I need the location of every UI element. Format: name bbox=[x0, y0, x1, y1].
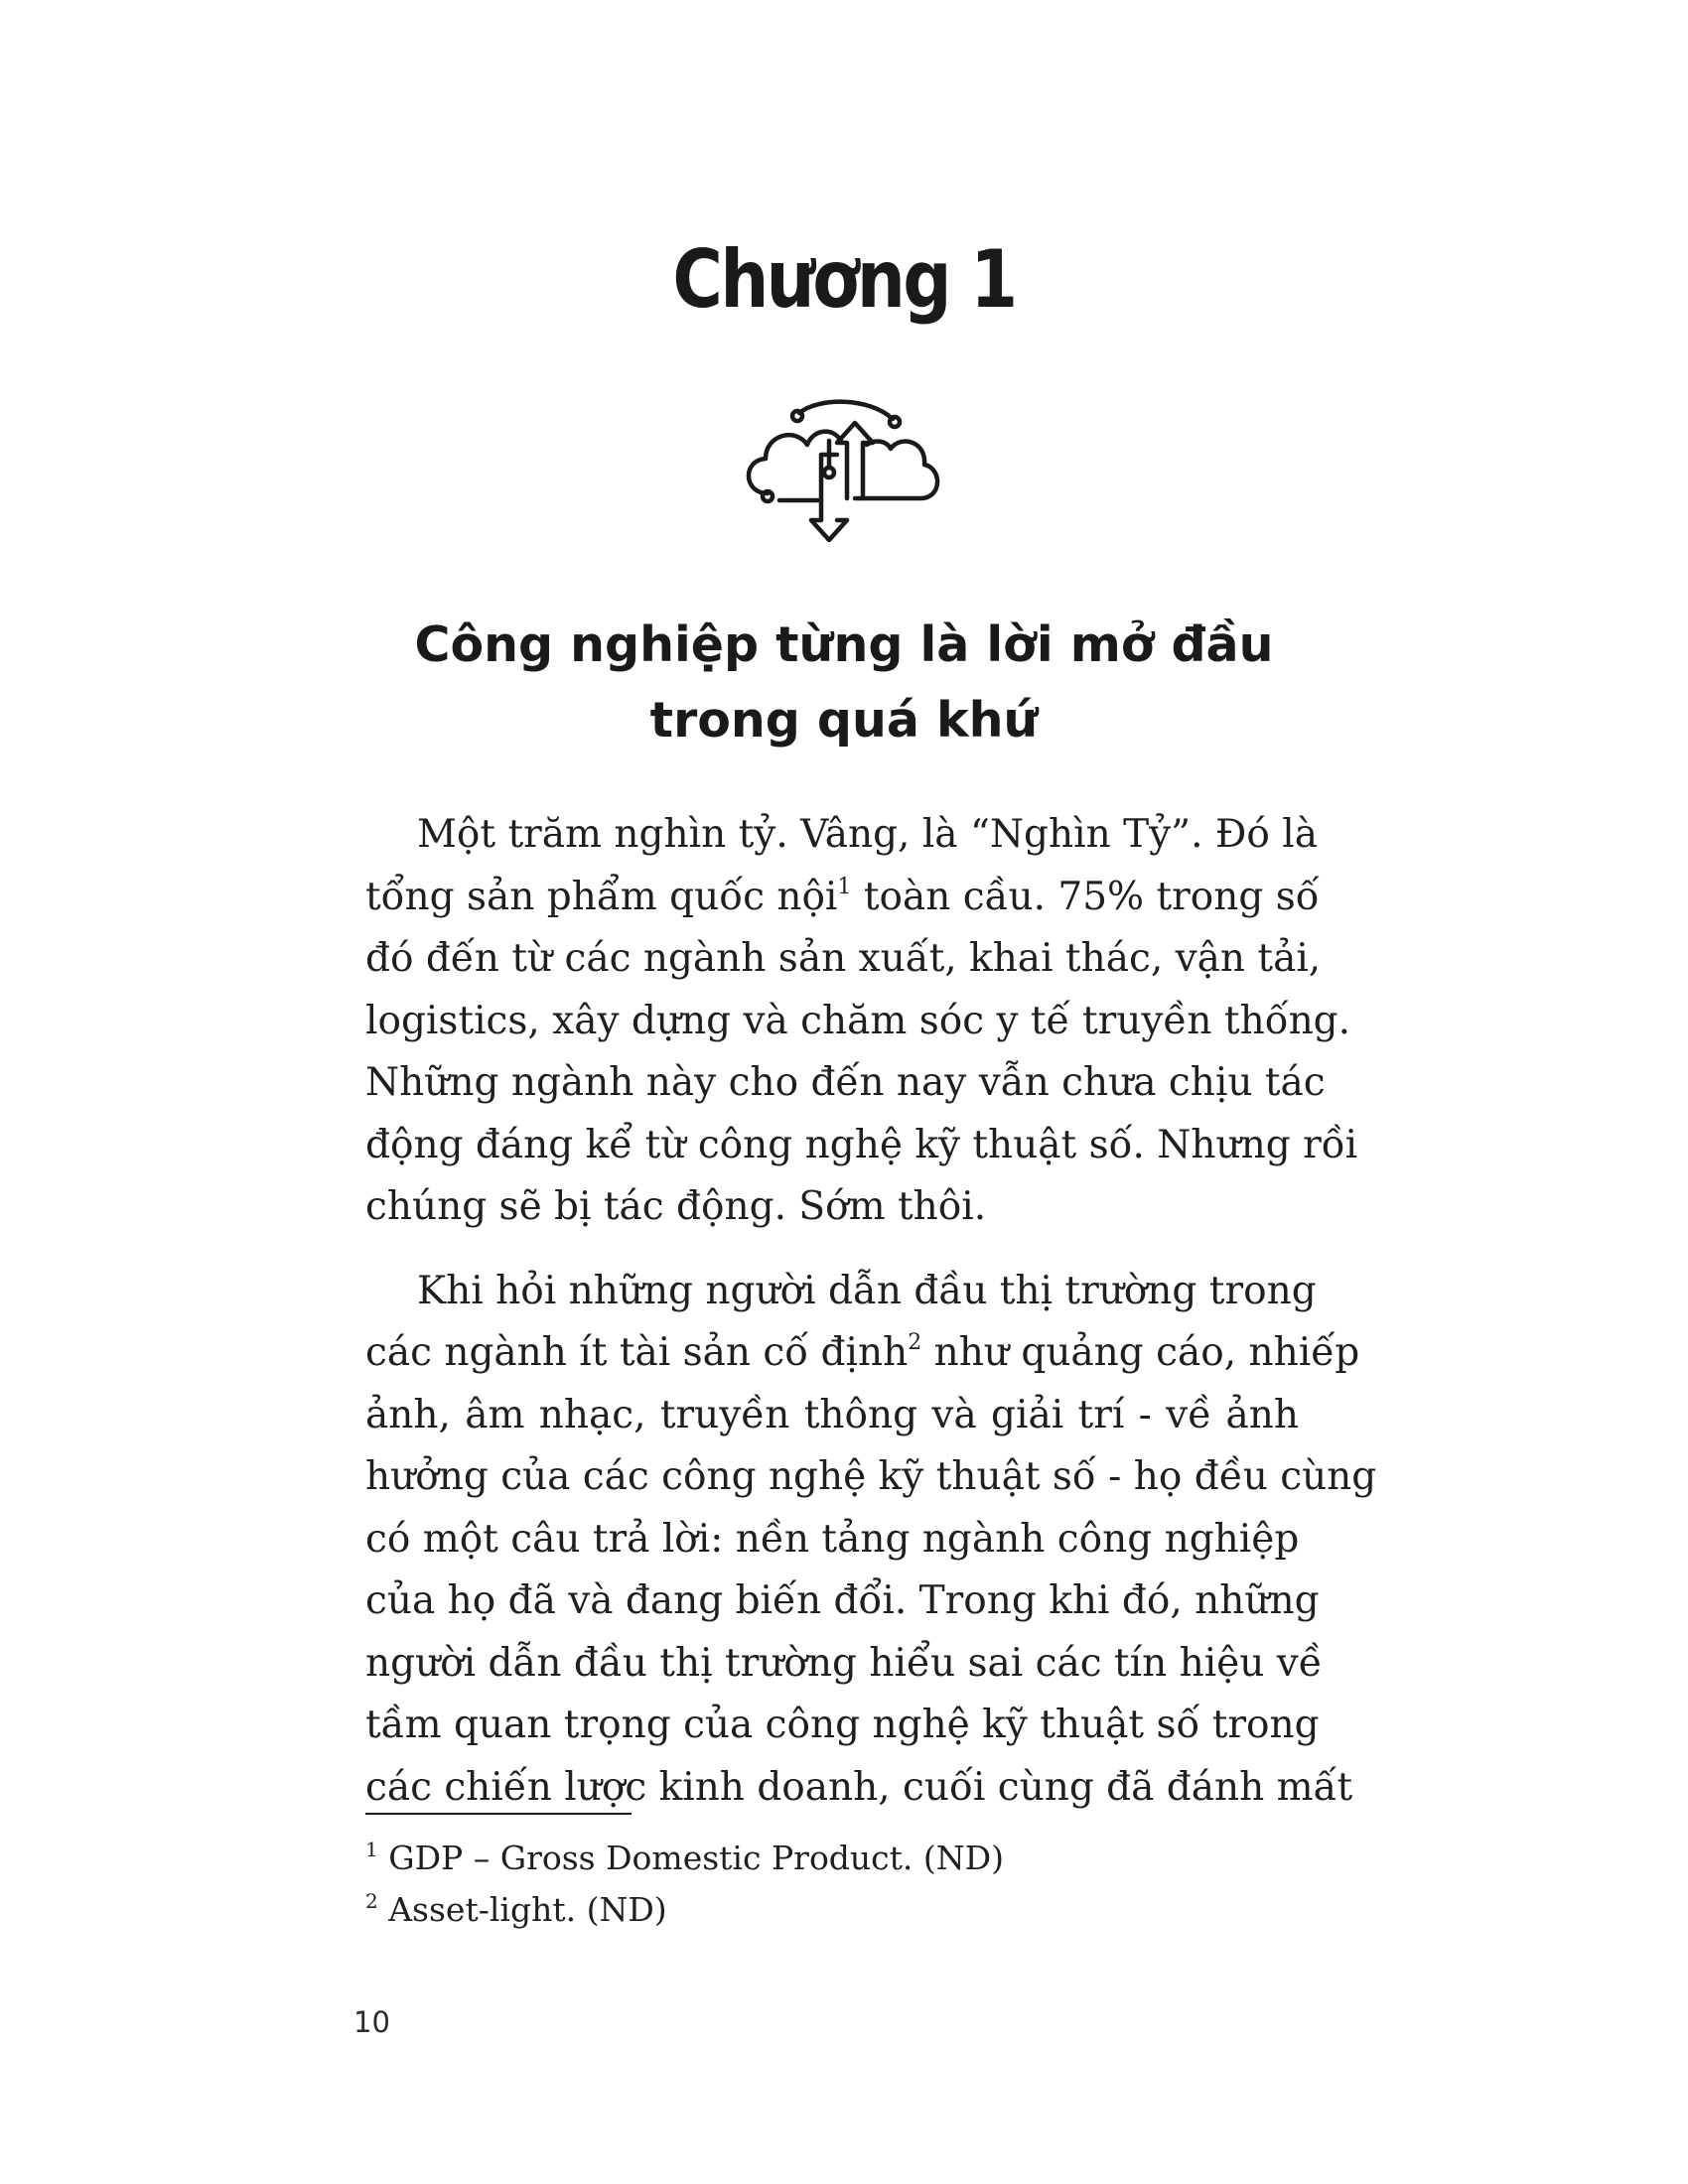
text-line: các ngành ít tài sản cố định$^2$ như quảng cáo, nhiếp bbox=[365, 1330, 1360, 1375]
text-line: đó đến từ các ngành sản xuất, khai thác, vận tải, bbox=[365, 936, 1322, 981]
text-line: người dẫn đầu thị trường hiểu sai các tín hiệu về bbox=[365, 1640, 1323, 1686]
text-line: tổng sản phẩm quốc nội$^1$ toàn cầu. 75% trong số bbox=[365, 874, 1320, 919]
text-line: Những ngành này cho đến nay vẫn chưa chịu tác bbox=[365, 1060, 1326, 1105]
text-line: Một trăm nghìn tỷ. Vâng, là “Nghìn Tỷ”. Đó là bbox=[417, 812, 1318, 857]
text-line: các chiến lược kinh doanh, cuối cùng đã đánh mất bbox=[365, 1764, 1353, 1810]
section-title-line-2: trong quá khứ bbox=[649, 692, 1039, 749]
footnote-divider bbox=[365, 1813, 632, 1815]
footnote-text: Asset-light. (ND) bbox=[377, 1890, 667, 1929]
text-line: ảnh, âm nhạc, truyền thông và giải trí - về ảnh bbox=[365, 1392, 1299, 1437]
paragraph bbox=[365, 1261, 1377, 1820]
page-number: 10 bbox=[353, 2005, 390, 2039]
text-line: Khi hỏi những người dẫn đầu thị trường trong bbox=[417, 1268, 1317, 1313]
text-line: có một câu trả lời: nền tảng ngành công nghiệp bbox=[365, 1516, 1300, 1562]
footnote-item bbox=[365, 1833, 1299, 1884]
footnote-ref: 1 bbox=[837, 874, 852, 899]
section-title bbox=[0, 608, 1688, 758]
section-title-line-1: Công nghiệp từng là lời mở đầu bbox=[414, 616, 1274, 673]
text-line: của họ đã và đang biến đổi. Trong khi đó, những bbox=[365, 1578, 1320, 1623]
footnote-mark: 2 bbox=[365, 1889, 378, 1913]
footnotes bbox=[365, 1833, 1299, 1936]
paragraph bbox=[365, 804, 1358, 1239]
footnote-text: GDP – Gross Domestic Product. (ND) bbox=[377, 1839, 1004, 1877]
text-line: chúng sẽ bị tác động. Sớm thôi. bbox=[365, 1184, 987, 1229]
text-line: động đáng kể từ công nghệ kỹ thuật số. Nhưng rồi bbox=[365, 1122, 1358, 1167]
footnote-ref: 2 bbox=[908, 1330, 922, 1355]
text-line: logistics, xây dựng và chăm sóc y tế truyền thống. bbox=[365, 998, 1351, 1043]
cloud-transfer-icon bbox=[730, 389, 948, 558]
footnote-mark: 1 bbox=[365, 1838, 378, 1861]
chapter-title: Chương 1 bbox=[672, 233, 1016, 326]
body-text bbox=[365, 804, 1377, 1841]
text-line: hưởng của các công nghệ kỹ thuật số - họ đều cùng bbox=[365, 1454, 1377, 1499]
footnote-item bbox=[365, 1884, 1299, 1936]
text-line: tầm quan trọng của công nghệ kỹ thuật số trong bbox=[365, 1703, 1320, 1747]
